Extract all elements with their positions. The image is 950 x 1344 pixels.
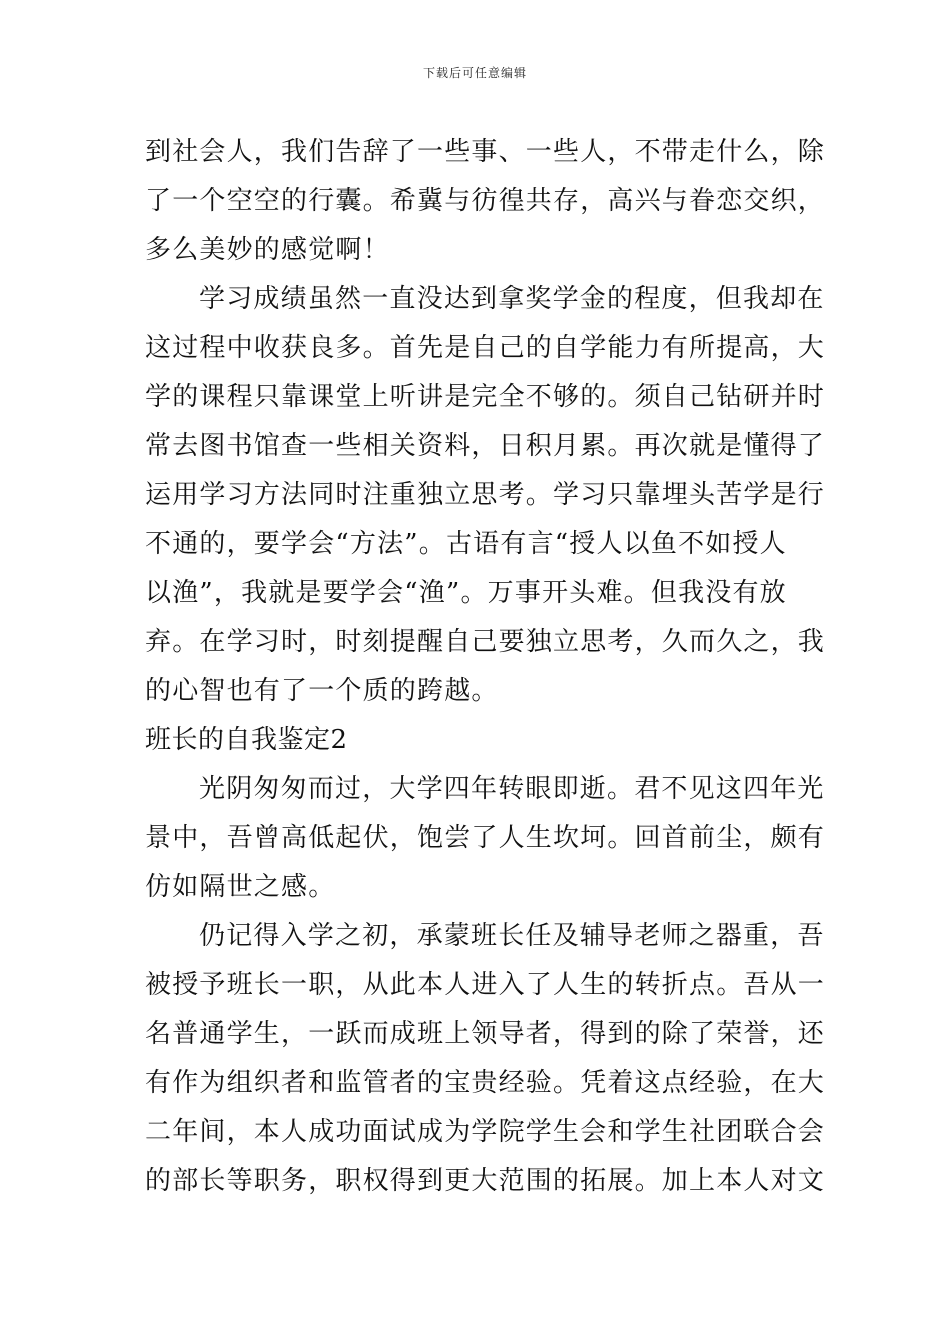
text-line: 的部长等职务，职权得到更大范围的拓展。加上本人对文: [145, 1166, 826, 1196]
text-line: 常去图书馆查一些相关资料，日积月累。再次就是懂得了: [145, 431, 826, 461]
paragraph-4: [145, 912, 826, 1206]
text-line: 以渔”，我就是要学会“渔”。万事开头难。但我没有放: [145, 578, 787, 608]
text-line: 仍记得入学之初，承蒙班长任及辅导老师之器重，吾: [199, 921, 825, 951]
text-line: 景中，吾曾高低起伏，饱尝了人生坎坷。回首前尘，颇有: [145, 823, 826, 853]
text-line: 学习成绩虽然一直没达到拿奖学金的程度，但我却在: [199, 284, 825, 314]
text-line: 被授予班长一职，从此本人进入了人生的转折点。吾从一: [145, 970, 826, 1000]
text-line: 仿如隔世之感。: [145, 872, 336, 902]
text-line: 光阴匆匆而过，大学四年转眼即逝。君不见这四年光: [199, 774, 825, 804]
paragraph-1: [145, 128, 826, 275]
paragraph-2: [145, 275, 826, 716]
section-title: 班长的自我鉴定2: [145, 725, 348, 755]
text-line: 不通的，要学会“方法”。古语有言“授人以鱼不如授人: [145, 529, 787, 559]
text-line: 二年间，本人成功面试成为学院学生会和学生社团联合会: [145, 1117, 826, 1147]
text-line: 这过程中收获良多。首先是自己的自学能力有所提高，大: [145, 333, 826, 363]
text-line: 运用学习方法同时注重独立思考。学习只靠埋头苦学是行: [145, 480, 826, 510]
text-line: 学的课程只靠课堂上听讲是完全不够的。须自己钻研并时: [145, 382, 826, 412]
text-line: 名普通学生，一跃而成班上领导者，得到的除了荣誉，还: [145, 1019, 826, 1049]
text-line: 到社会人，我们告辞了一些事、一些人，不带走什么，除: [145, 137, 826, 167]
text-line: 多么美妙的感觉啊！: [145, 235, 390, 265]
paragraph-3: [145, 765, 826, 912]
document-body: [145, 128, 826, 1206]
page-header: 下载后可任意编辑: [422, 66, 527, 80]
text-line: 有作为组织者和监管者的宝贵经验。凭着这点经验，在大: [145, 1068, 826, 1098]
text-line: 了一个空空的行囊。希冀与彷徨共存，高兴与眷恋交织，: [145, 186, 826, 216]
text-line: 的心智也有了一个质的跨越。: [145, 676, 499, 706]
text-line: 弃。在学习时，时刻提醒自己要独立思考，久而久之，我: [145, 627, 826, 657]
